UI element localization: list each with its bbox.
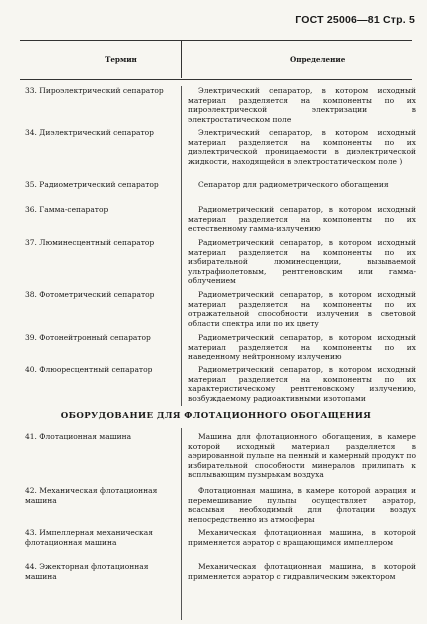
def-43: Механическая флотационная машина, в которой применяется аэратор с вращающимся импеллером [188,528,416,547]
term-39: 39. Фотонейтронный сепаратор [25,333,151,342]
def-39: Радиометрический сепаратор, в котором исходный материал разделяется на компоненты по их наведенному нейтронному излучению [188,333,416,362]
term-44: 44. Эжекторная флотационная машина [25,562,149,581]
column-definition: Определение [290,55,346,64]
section-title: ОБОРУДОВАНИЕ ДЛЯ ФЛОТАЦИОННОГО ОБОГАЩЕНИЯ [60,411,372,421]
header-divider [181,40,182,78]
def-40: Радиометрический сепаратор, в котором исходный материал разделяется на компоненты по их характеристическому рентгеновскому излучению, возбуждаемому радиоактивными изотопами [188,365,416,403]
term-36: 36. Гамма-сепаратор [25,205,109,214]
term-40: 40. Флюоресцентный сепаратор [25,365,153,374]
def-36: Радиометрический сепаратор, в котором исходный материал разделяется на компоненты по их естественному гамма-излучению [188,205,416,234]
page-header: ГОСТ 25006—81 Стр. 5 [295,14,415,26]
term-43: 43. Импеллерная механическая флотационная машина [25,528,153,547]
term-35: 35. Радиометрический сепаратор [25,180,159,189]
def-33: Электрический сепаратор, в котором исходный материал разделяется на компоненты по их пироэлектрической электризации в электростатическом поле [188,86,416,124]
term-41: 41. Флотационная машина [25,432,132,441]
table-column-header [20,40,412,80]
term-38: 38. Фотометрический сепаратор [25,290,155,299]
def-35: Сепаратор для радиометрического обогащения [198,180,389,189]
def-37: Радиометрический сепаратор, в котором исходный материал разделяется на компоненты по их избирательной люминесценции, вызываемой ультрафиолетовым, рентгеновским или гамма-облучением [188,238,416,286]
term-34: 34. Диэлектрический сепаратор [25,128,154,137]
def-42: Флотационная машина, в камере которой аэрация и перемешивание пульпы осуществляет аэратор, всасывая необходимый для флотации воздух непосредственно из атмосферы [188,486,416,524]
def-44: Механическая флотационная машина, в которой применяется аэратор с гидравлическим эжектором [188,562,416,581]
term-33: 33. Пироэлектрический сепаратор [25,86,164,95]
column-term: Термин [105,55,137,64]
def-38: Радиометрический сепаратор, в котором исходный материал разделяется на компоненты по их отражательной способности излучения в световой области спектра или по их цвету [188,290,416,328]
def-34: Электрический сепаратор, в котором исходный материал разделяется на компоненты по их диэлектрической проницаемости в диэлектрической жидкости, находящейся в электростатическом поле ) [188,128,416,166]
section1-divider [181,86,182,406]
term-42: 42. Механическая флотационная машина [25,486,158,505]
def-41: Машина для флотационного обогащения, в камере которой исходный материал разделяется в аэрированной пульпе на пенный и камерный продукт по избирательной способности минералов прилипать к всплывающим пузырькам воздуха [188,432,416,480]
term-37: 37. Люминесцентный сепаратор [25,238,155,247]
section2-divider [181,428,182,620]
